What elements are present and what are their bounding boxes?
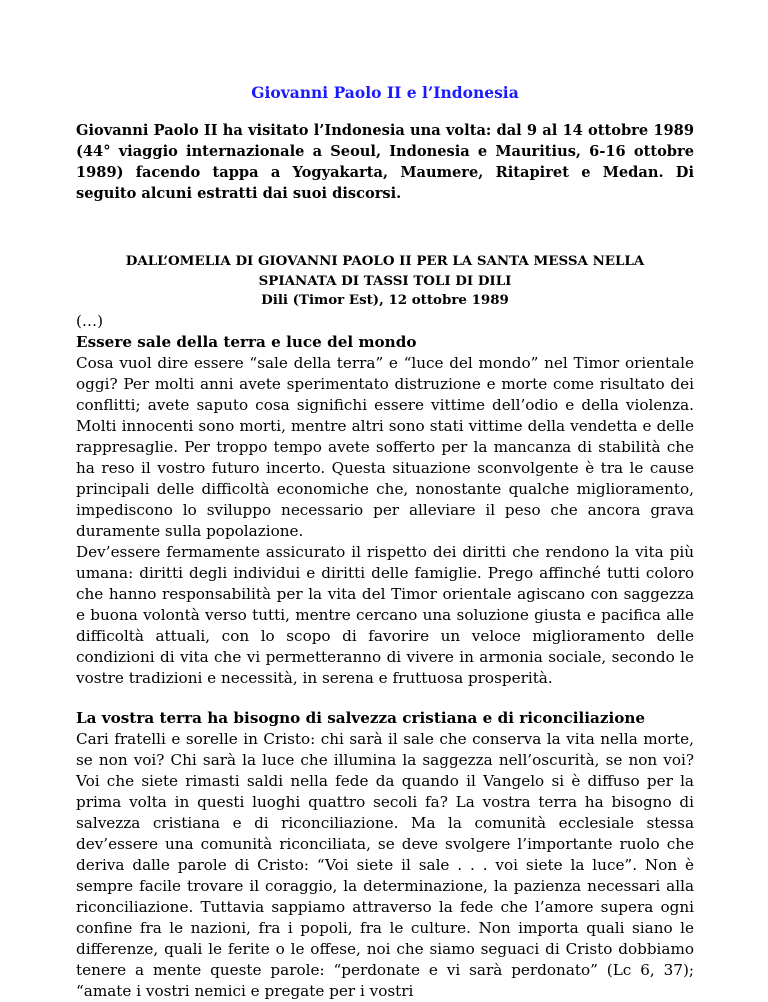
section-1-paragraph-2: Dev’essere fermamente assicurato il rispetto dei diritti che rendono la vita più umana: diritti degli individui e diritti delle famiglie. Prego affinché tutti coloro che hanno responsabilità per la vita del Timor orientale agiscano con saggezza e buona volontà verso tutti, mentre cercano una soluzione giusta e pacifica alle difficoltà attuali, con lo scopo di favorire un veloce miglioramento delle condizioni di vita che vi permetteranno di vivere in armonia sociale, secondo le vostre tradizioni e necessità, in serena e fruttuosa prosperità. [76, 542, 694, 687]
ellipsis-marker: (…) [76, 311, 104, 330]
heading-line-1: DALL’OMELIA DI GIOVANNI PAOLO II PER LA SANTA MESSA NELLA [125, 253, 645, 269]
document-page [76, 82, 694, 1002]
intro-paragraph: Giovanni Paolo II ha visitato l’Indonesia una volta: dal 9 al 14 ottobre 1989 (44° viaggio internazionale a Seoul, Indonesia e Mauritius, 6-16 ottobre 1989) facendo tappa a Yogyakarta, Maumere, Ritapiret e Medan. Di seguito alcuni estratti dai suoi discorsi. [76, 122, 694, 202]
section-2-subtitle: La vostra terra ha bisogno di salvezza cristiana e di riconciliazione [76, 708, 646, 727]
section-2-paragraph-1: Cari fratelli e sorelle in Cristo: chi sarà il sale che conserva la vita nella morte, se non voi? Chi sarà la luce che illumina la saggezza nell’oscurità, se non voi? Voi che siete rimasti saldi nella fede da quando il Vangelo si è diffuso per la prima volta in questi luoghi quattro secoli fa? La vostra terra ha bisogno di salvezza cristiana e di riconciliazione. Ma la comunità ecclesiale stessa dev’essere una comunità riconciliata, se deve svolgere l’importante ruolo che deriva dalle parole di Cristo: “Voi siete il sale . . . voi siete la luce”. Non è sempre facile trovare il coraggio, la determinazione, la pazienza necessari alla riconciliazione. Tuttavia sappiamo attraverso la fede che l’amore supera ogni confine fra le nazioni, fra i popoli, fra le culture. Non importa quali siano le differenze, quali le ferite o le offese, noi che siamo seguaci di Cristo dobbiamo tenere a mente queste parole: “perdonate e vi sarà perdonato” (Lc 6, 37); “amate i vostri nemici e pregate per i vostri [76, 729, 694, 1000]
heading-line-2: SPIANATA DI TASSI TOLI DI DILI [258, 272, 512, 289]
heading-line-3: Dili (Timor Est), 12 ottobre 1989 [261, 292, 509, 308]
section-1-subtitle: Essere sale della terra e luce del mondo [76, 332, 417, 351]
section-1-paragraph-1: Cosa vuol dire essere “sale della terra” e “luce del mondo” nel Timor orientale oggi? Per molti anni avete sperimentato distruzione e morte come risultato dei conflitti; avete saputo cosa significhi essere vittime dell’odio e della violenza. Molti innocenti sono morti, mentre altri sono stati vittime della vendetta e delle rappresaglie. Per troppo tempo avete sofferto per la mancanza di stabilità che ha reso il vostro futuro incerto. Questa situazione sconvolgente è tra le cause principali delle difficoltà economiche che, nonostante qualche miglioramento, impediscono lo sviluppo necessario per alleviare il peso che ancora grava duramente sulla popolazione. [76, 353, 694, 540]
document-title: Giovanni Paolo II e l’Indonesia [251, 83, 519, 102]
homily-heading [76, 252, 694, 311]
section-gap [76, 689, 694, 708]
